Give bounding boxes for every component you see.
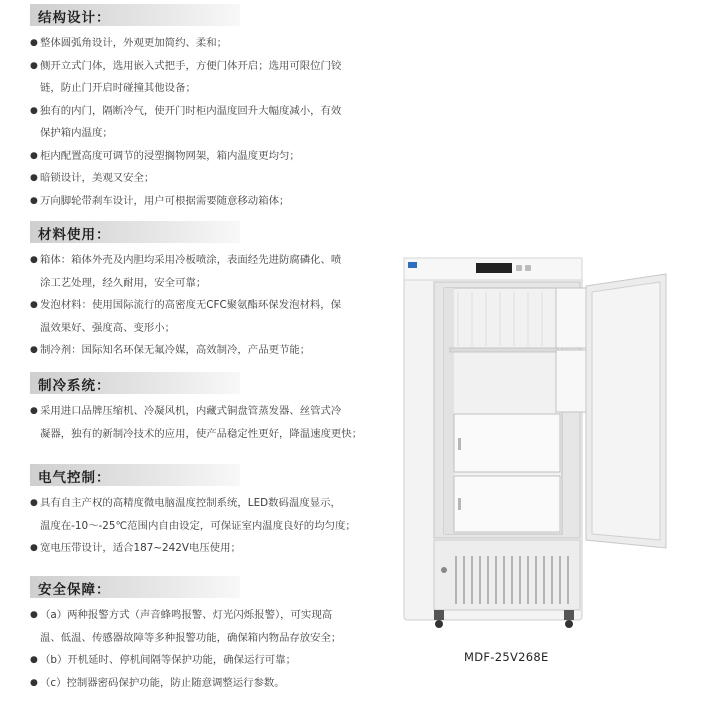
section-title: 结构设计： xyxy=(38,10,111,26)
section-1 xyxy=(30,4,375,212)
section-3 xyxy=(30,372,375,445)
bullet-text-line: 温度在-10～-25℃范围内自由设定，可保证室内温度良好的均匀度； xyxy=(40,519,356,532)
bullet-text-line: 侧开立式门体，选用嵌入式把手，方便门体开启；选用可限位门铰 xyxy=(40,59,342,72)
bullet-icon: ● xyxy=(30,38,38,48)
bullet-item xyxy=(30,249,375,294)
bullet-icon: ● xyxy=(30,150,38,161)
bullet-text-line: （c）控制器密码保护功能，防止随意调整运行参数。 xyxy=(40,676,285,689)
bullet-icon: ● xyxy=(30,655,38,665)
bullet-item xyxy=(30,55,375,100)
bullet-item xyxy=(30,537,375,560)
section-title: 材料使用： xyxy=(38,227,111,243)
bullet-icon: ● xyxy=(30,105,38,116)
section-header-bar xyxy=(30,372,240,394)
bullet-text-line: 保护箱内温度； xyxy=(40,127,113,139)
bullet-text-line: 制冷剂：国际知名环保无氟冷媒，高效制冷，产品更节能； xyxy=(40,344,311,356)
section-title: 电气控制： xyxy=(38,470,111,486)
bullet-item xyxy=(30,400,375,445)
bullet-icon: ● xyxy=(30,173,38,183)
bullet-text-line: 温、低温、传感器故障等多种报警功能，确保箱内物品存放安全； xyxy=(40,631,342,644)
section-title: 制冷系统： xyxy=(38,378,111,394)
bullet-text-line: 具有自主产权的高精度微电脑温度控制系统，LED数码温度显示， xyxy=(40,497,341,509)
bullet-item xyxy=(30,649,375,672)
bullet-text-line: 整体圆弧角设计，外观更加简约、柔和； xyxy=(40,37,228,49)
bullet-text-line: （b）开机延时、停机间隔等保护功能，确保运行可靠； xyxy=(40,654,296,666)
bullet-item xyxy=(30,294,375,339)
bullet-text-line: 凝器，独有的新制冷技术的应用，使产品稳定性更好，降温速度更快； xyxy=(40,427,363,440)
bullet-icon: ● xyxy=(30,345,38,355)
section-header-bar xyxy=(30,221,240,243)
bullet-item xyxy=(30,339,375,362)
bullet-item xyxy=(30,190,375,213)
bullet-icon: ● xyxy=(30,406,38,416)
bullet-text-line: 采用进口品牌压缩机、冷凝风机，内藏式铜盘管蒸发器、丝管式冷 xyxy=(40,405,342,417)
bullet-text-line: 柜内配置高度可调节的浸塑搁物网架，箱内温度更均匀； xyxy=(40,149,300,162)
section-title: 安全保障： xyxy=(38,582,111,598)
bullet-item xyxy=(30,492,375,537)
bullet-text-line: 链，防止门开启时碰撞其他设备； xyxy=(40,82,196,94)
bullet-icon: ● xyxy=(30,498,38,508)
bullet-icon: ● xyxy=(30,60,38,71)
bullet-icon: ● xyxy=(30,255,38,265)
bullet-text-line: 独有的内门，隔断冷气，使开门时柜内温度回升大幅度减小，有效 xyxy=(40,104,342,117)
section-4 xyxy=(30,464,375,560)
bullet-item xyxy=(30,604,375,649)
bullet-text-line: 涂工艺处理，经久耐用，安全可靠； xyxy=(40,276,207,289)
bullet-text-line: 宽电压带设计，适合187~242V电压使用； xyxy=(40,542,241,554)
freezer-image xyxy=(398,248,698,638)
bullet-icon: ● xyxy=(30,300,38,310)
bullet-icon: ● xyxy=(30,195,38,206)
bullet-icon: ● xyxy=(30,610,38,620)
bullet-item xyxy=(30,167,375,190)
section-header-bar xyxy=(30,576,240,598)
bullet-text-line: 发泡材料：使用国际流行的高密度无CFC聚氨酯环保发泡材料，保 xyxy=(40,299,342,311)
bullet-item xyxy=(30,100,375,145)
bullet-icon: ● xyxy=(30,677,38,688)
bullet-item xyxy=(30,145,375,168)
bullet-text-line: 箱体：箱体外壳及内胆均采用冷板喷涂，表面经先进防腐磷化、喷 xyxy=(40,254,342,266)
bullet-icon: ● xyxy=(30,543,38,553)
section-header-bar xyxy=(30,464,240,486)
bullet-text-line: 温效果好、强度高、变形小； xyxy=(40,321,176,334)
bullet-item xyxy=(30,672,375,695)
section-header-bar xyxy=(30,4,240,26)
section-2 xyxy=(30,221,375,362)
product-model-caption: MDF-25V268E xyxy=(464,650,549,664)
brand-logo-icon xyxy=(408,262,417,268)
section-5 xyxy=(30,576,375,694)
bullet-text-line: （a）两种报警方式（声音蜂鸣报警、灯光闪烁报警），可实现高 xyxy=(40,609,333,621)
bullet-text-line: 万向脚轮带刹车设计，用户可根据需要随意移动箱体； xyxy=(40,194,290,207)
bullet-item xyxy=(30,32,375,55)
bullet-text-line: 暗锁设计，美观又安全； xyxy=(40,172,155,184)
temperature-display xyxy=(476,263,512,273)
